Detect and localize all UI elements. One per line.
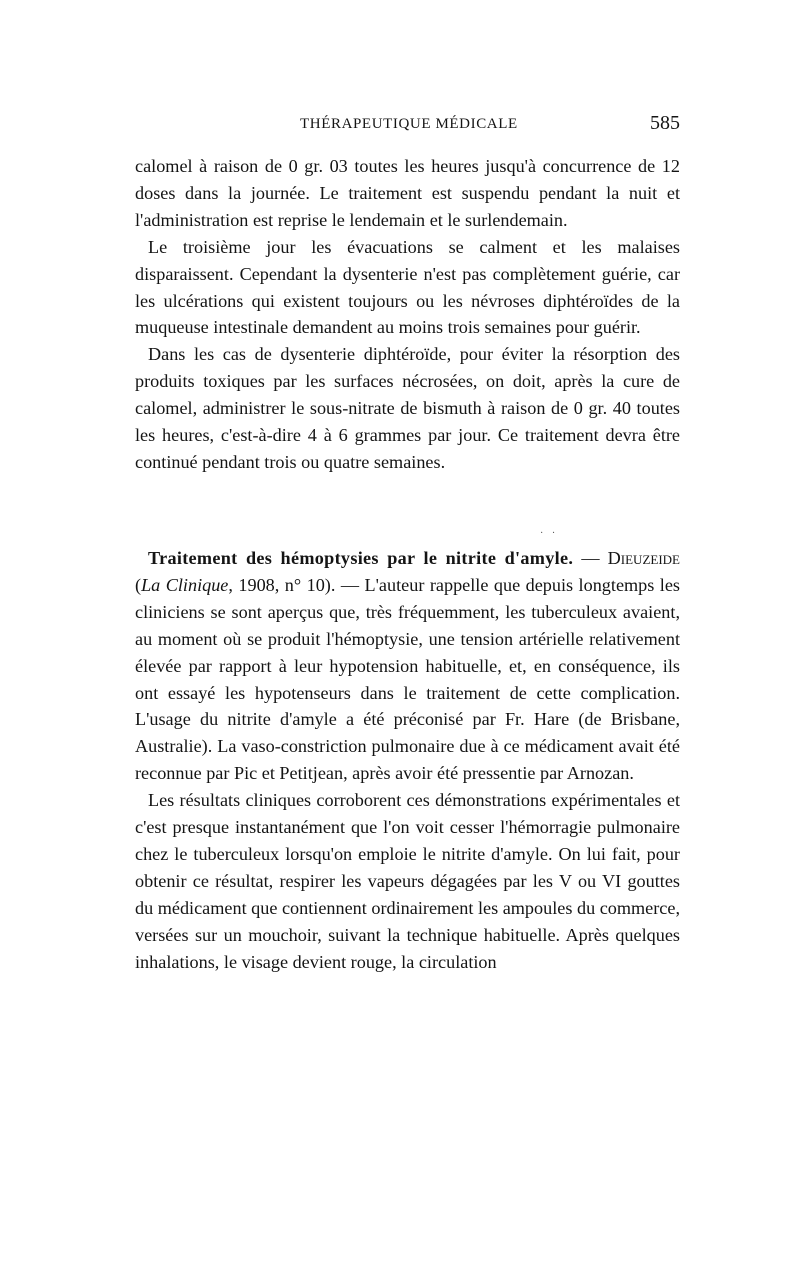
running-head <box>135 110 680 140</box>
citation-open: ( <box>135 574 142 595</box>
citation-details: , 1908, n° 10). <box>228 574 336 595</box>
page-number: 585 <box>650 112 680 134</box>
article-paragraph-2: Les résultats cliniques corroborent ces démonstrations expérimentales et c'est presque instantanément que l'on voit cesser l'hémorragie pulmonaire chez le tuberculeux lorsqu'on emploie le nitrite d'amyle. On lui fait, pour obtenir ce résultat, respirer les vapeurs dégagées par les V ou VI gouttes du médicament que contiennent ordinairement les ampoules du commerce, versées sur un mouchoir, suivant la technique habituelle. Après quelques inhalations, le visage devient rouge, la circulation <box>135 790 680 972</box>
citation-dash: — <box>335 574 365 595</box>
section-separator: · · <box>540 528 559 539</box>
paragraph-diphtheroid-dysentery: Dans les cas de dysenterie diphtéroïde, pour éviter la résorption des produits toxiques par les surfaces nécrosées, on doit, après la cure de calomel, administrer le sous-nitrate de bismuth à raison de 0 gr. 40 toutes les heures, c'est-à-dire 4 à 6 grammes par jour. Ce traitement devra être continué pendant trois ou quatre semaines. <box>135 344 680 472</box>
paragraph-calomel-dosage: calomel à raison de 0 gr. 03 toutes les heures jusqu'à concurrence de 12 doses dans la journée. Le traitement est suspendu pendant la nuit et l'administration est reprise le lendemain et le surlendemain. <box>135 156 680 230</box>
continued-text <box>135 153 680 476</box>
article-paragraph-1 <box>135 545 680 787</box>
article-hemoptysis <box>135 545 680 976</box>
running-title: THÉRAPEUTIQUE MÉDICALE <box>300 116 518 132</box>
article-body-1: L'auteur rappelle que depuis longtemps les cliniciens se sont aperçus que, très fréquemment, les tuberculeux avaient, au moment où se produit l'hémoptysie, une tension artérielle relativement élevée par rapport à leur hypotension habituelle, et, en conséquence, ils ont essayé les hypotenseurs dans le traitement de cette complication. L'usage du nitrite d'amyle a été préconisé par Fr. Hare (de Brisbane, Australie). La vaso-constriction pulmonaire due à ce médicament avait été reconnue par Pic et Petitjean, après avoir été pressentie par Arnozan. <box>135 574 680 784</box>
journal-name: La Clinique <box>141 574 229 595</box>
article-author: Dieuzeide <box>607 548 680 568</box>
paragraph-third-day: Le troisième jour les évacuations se calment et les malaises disparaissent. Cependant la dysenterie n'est pas complètement guérie, car les ulcérations qui existent toujours ou les névroses diphtéroïdes de la muqueuse intestinale demandent au moins trois semaines pour guérir. <box>135 236 680 338</box>
article-title: Traitement des hémoptysies par le nitrite d'amyle. <box>148 548 574 568</box>
title-dash: — <box>573 548 608 568</box>
